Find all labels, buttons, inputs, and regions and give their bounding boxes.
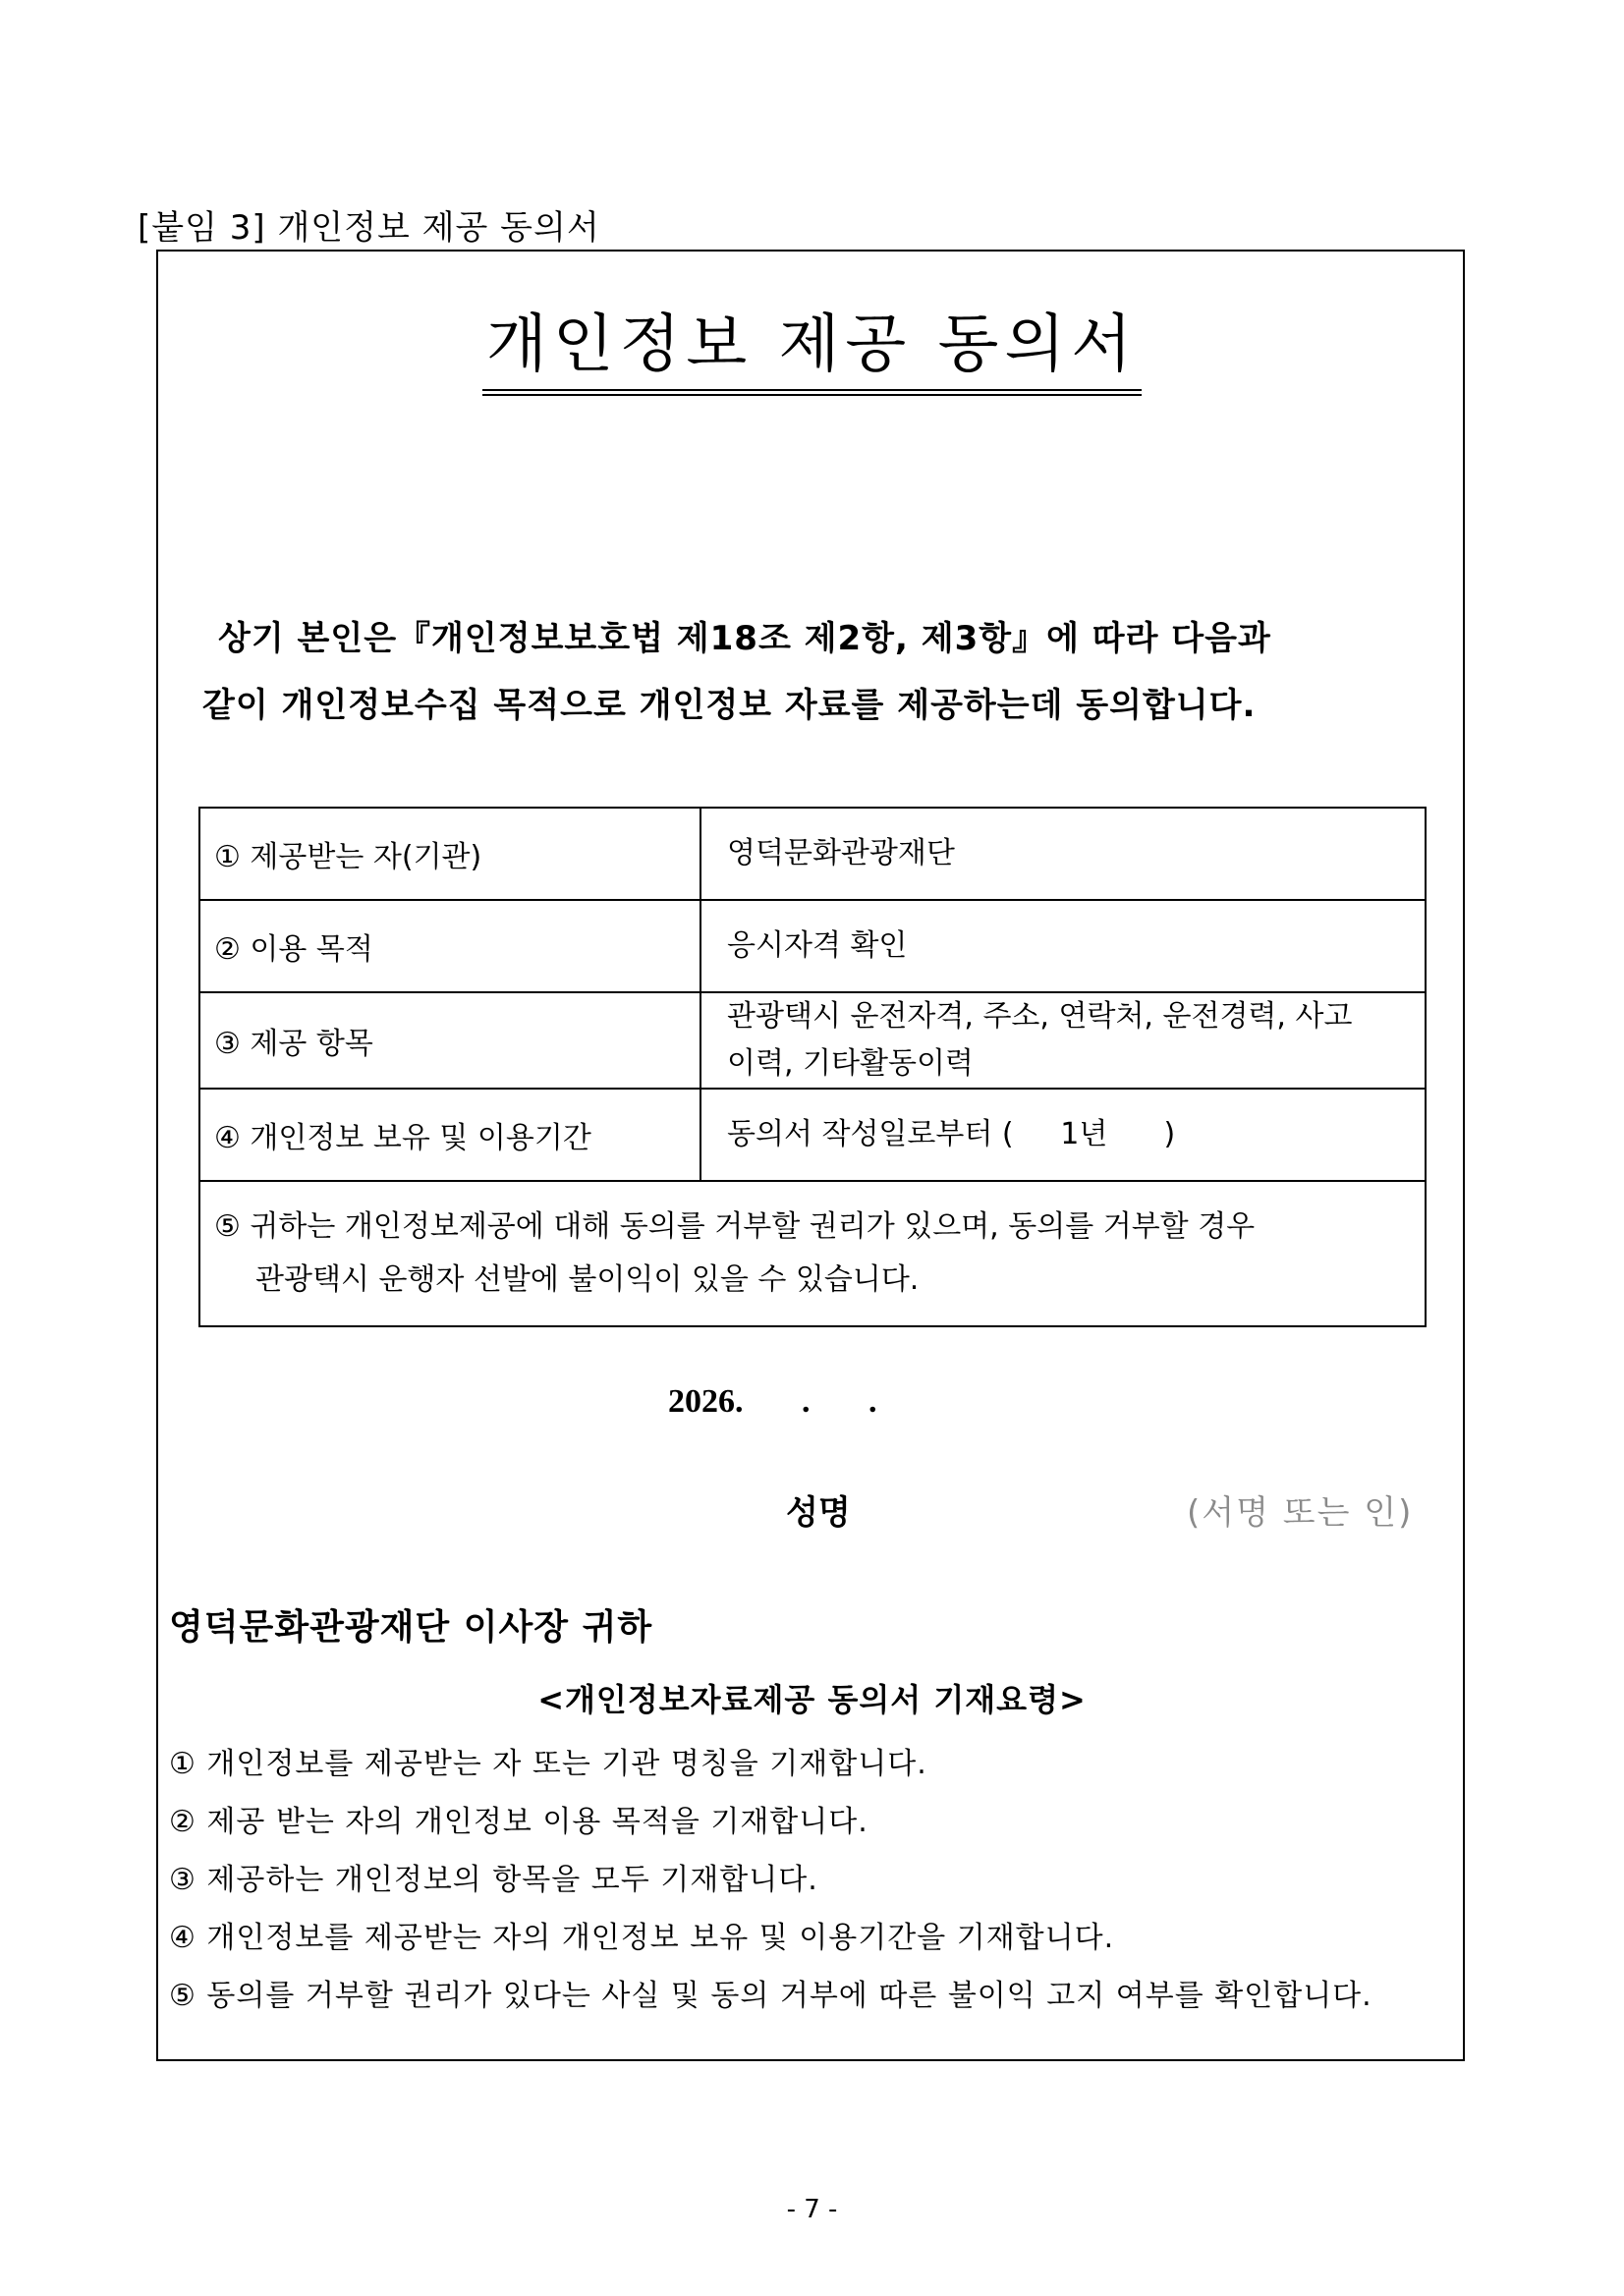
page-number: - 7 -	[786, 2195, 838, 2224]
refusal-notice	[199, 1181, 1426, 1326]
signature-hint[interactable]: (서명 또는 인)	[1187, 1493, 1414, 1533]
document-title	[0, 310, 1624, 396]
guide-title: <개인정보자료제공 동의서 기재요령>	[537, 1681, 1087, 1718]
row-value-line-2: 이력, 기타활동이력	[727, 1046, 974, 1081]
guide-list	[169, 1735, 1372, 2025]
row-value-retention-period[interactable]: 동의서 작성일로부터 ( 1년 )	[700, 1089, 1426, 1181]
row-key: ③ 제공 항목	[199, 992, 700, 1089]
list-item: ⑤ 동의를 거부할 권리가 있다는 사실 및 동의 거부에 따른 불이익 고지 여부를 확인합니다.	[169, 1979, 1372, 2013]
intro-line-2: 같이 개인정보수집 목적으로 개인정보 자료를 제공하는데 동의합니다.	[202, 686, 1257, 725]
signature-name-label: 성명	[786, 1493, 851, 1533]
list-item: ④ 개인정보를 제공받는 자의 개인정보 보유 및 이용기간을 기재합니다.	[169, 1921, 1115, 1955]
addressee: 영덕문화관광재단 이사장 귀하	[169, 1607, 653, 1648]
consent-info-table	[198, 807, 1427, 1327]
table-row	[199, 1089, 1426, 1181]
row-value	[700, 992, 1426, 1089]
row-value: 응시자격 확인	[700, 900, 1426, 992]
attachment-label: [붙임 3] 개인정보 제공 동의서	[138, 208, 600, 248]
table-row-notice	[199, 1181, 1426, 1326]
row-key: ② 이용 목적	[199, 900, 700, 992]
intro-line-1: 상기 본인은『개인정보보호법 제18조 제2항, 제3항』에 따라 다음과	[218, 619, 1271, 658]
document-title-text: 개인정보 제공 동의서	[482, 310, 1142, 396]
date-field[interactable]: 2026. . .	[668, 1383, 877, 1420]
row-value-line-1: 관광택시 운전자격, 주소, 연락처, 운전경력, 사고	[727, 999, 1353, 1034]
notice-line-1: ⑤ 귀하는 개인정보제공에 대해 동의를 거부할 권리가 있으며, 동의를 거부할 경우	[214, 1209, 1256, 1244]
row-key: ① 제공받는 자(기관)	[199, 808, 700, 900]
list-item: ② 제공 받는 자의 개인정보 이용 목적을 기재합니다.	[169, 1805, 868, 1839]
row-value: 영덕문화관광재단	[700, 808, 1426, 900]
row-key: ④ 개인정보 보유 및 이용기간	[199, 1089, 700, 1181]
table-row	[199, 900, 1426, 992]
list-item: ③ 제공하는 개인정보의 항목을 모두 기재합니다.	[169, 1863, 818, 1897]
table-row	[199, 992, 1426, 1089]
notice-line-2: 관광택시 운행자 선발에 불이익이 있을 수 있습니다.	[255, 1262, 920, 1297]
list-item: ① 개인정보를 제공받는 자 또는 기관 명칭을 기재합니다.	[169, 1747, 927, 1781]
table-row	[199, 808, 1426, 900]
